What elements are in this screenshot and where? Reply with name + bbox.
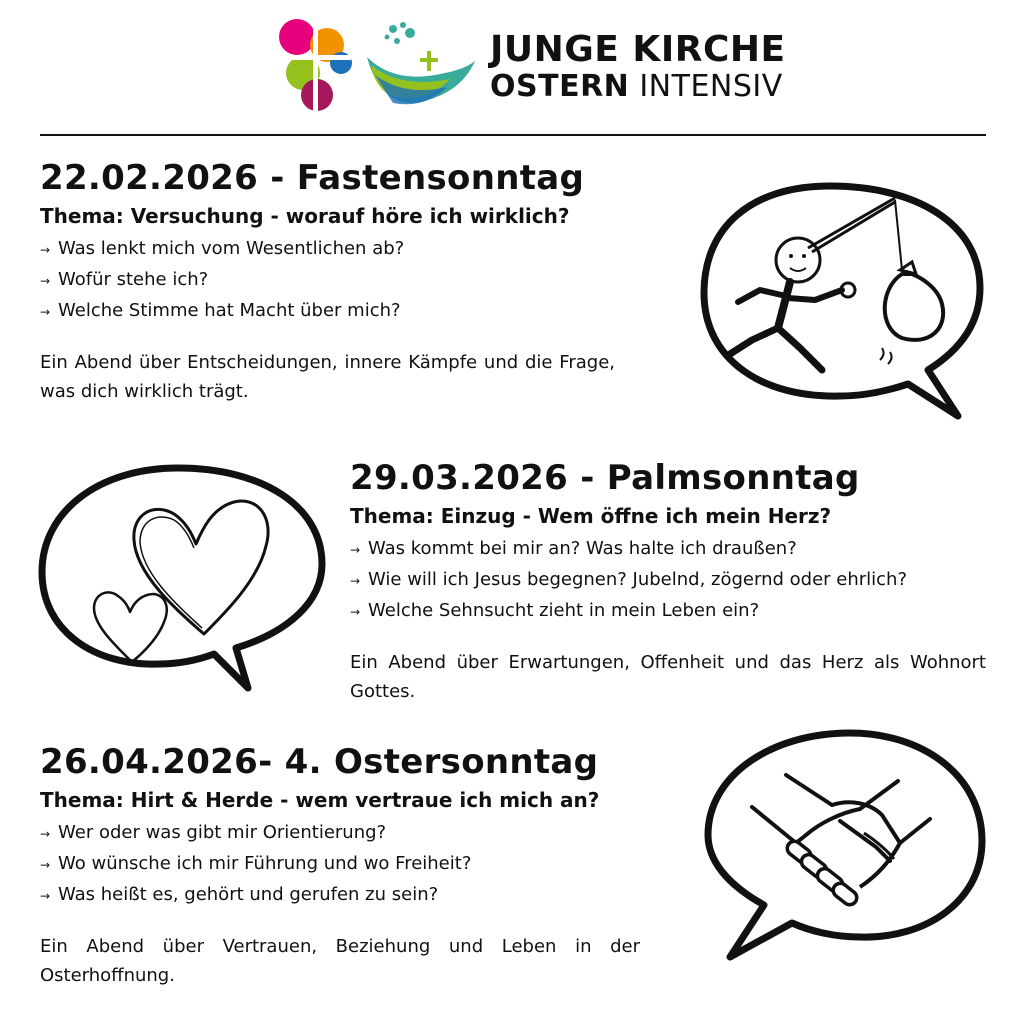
event-section-3 bbox=[40, 742, 640, 990]
arrow-icon: → bbox=[40, 858, 51, 872]
arrow-icon: → bbox=[40, 305, 51, 319]
event-theme: Thema: Einzug - Wem öffne ich mein Herz? bbox=[350, 504, 832, 528]
brand-line-2-bold: OSTERN bbox=[490, 69, 630, 104]
event-theme: Thema: Versuchung - worauf höre ich wirklich? bbox=[40, 204, 570, 228]
question-item bbox=[40, 880, 640, 911]
event-title: 26.04.2026- 4. Ostersonntag bbox=[40, 742, 599, 782]
running-figure-with-bag-icon bbox=[690, 178, 990, 423]
question-text: Wie will ich Jesus begegnen? Jubelnd, zögernd oder ehrlich? bbox=[368, 569, 908, 590]
question-text: Welche Sehnsucht zieht in mein Leben ein? bbox=[368, 600, 760, 621]
brand-title bbox=[490, 29, 786, 104]
event-title: 22.02.2026 - Fastensonntag bbox=[40, 158, 585, 198]
brand-line-2 bbox=[490, 69, 786, 104]
arrow-icon: → bbox=[40, 827, 51, 841]
hearts-icon bbox=[36, 462, 328, 694]
event-section-1 bbox=[40, 158, 615, 406]
question-item bbox=[40, 296, 615, 327]
question-text: Wer oder was gibt mir Orientierung? bbox=[58, 822, 387, 843]
arrow-icon: → bbox=[40, 889, 51, 903]
event-description: Ein Abend über Erwartungen, Offenheit und das Herz als Wohnort Gottes. bbox=[350, 652, 986, 702]
question-list bbox=[40, 818, 640, 911]
event-description: Ein Abend über Entscheidungen, innere Kämpfe und die Frage, was dich wirklich trägt. bbox=[40, 352, 615, 402]
question-text: Was kommt bei mir an? Was halte ich draußen? bbox=[368, 538, 797, 559]
brand-line-2-regular: INTENSIV bbox=[639, 69, 783, 104]
arrow-icon: → bbox=[40, 243, 51, 257]
logo-icon bbox=[275, 15, 480, 115]
header bbox=[0, 0, 1024, 130]
question-item bbox=[350, 565, 986, 596]
question-item bbox=[350, 534, 986, 565]
event-section-2 bbox=[350, 458, 986, 706]
header-divider bbox=[40, 134, 986, 136]
question-item bbox=[40, 849, 640, 880]
question-text: Welche Stimme hat Macht über mich? bbox=[58, 300, 401, 321]
question-text: Was heißt es, gehört und gerufen zu sein? bbox=[58, 884, 439, 905]
question-list bbox=[40, 234, 615, 327]
arrow-icon: → bbox=[350, 574, 361, 588]
question-text: Wo wünsche ich mir Führung und wo Freiheit? bbox=[58, 853, 472, 874]
handshake-icon bbox=[700, 725, 990, 965]
arrow-icon: → bbox=[350, 543, 361, 557]
arrow-icon: → bbox=[350, 605, 361, 619]
question-list bbox=[350, 534, 986, 627]
event-description: Ein Abend über Vertrauen, Beziehung und Leben in der Osterhoffnung. bbox=[40, 936, 640, 986]
question-item bbox=[40, 265, 615, 296]
question-text: Was lenkt mich vom Wesentlichen ab? bbox=[58, 238, 405, 259]
question-item bbox=[350, 596, 986, 627]
question-item bbox=[40, 234, 615, 265]
event-theme: Thema: Hirt & Herde - wem vertraue ich mich an? bbox=[40, 788, 600, 812]
question-text: Wofür stehe ich? bbox=[58, 269, 209, 290]
question-item bbox=[40, 818, 640, 849]
brand-line-1: JUNGE KIRCHE bbox=[490, 29, 786, 70]
event-title: 29.03.2026 - Palmsonntag bbox=[350, 458, 860, 498]
arrow-icon: → bbox=[40, 274, 51, 288]
